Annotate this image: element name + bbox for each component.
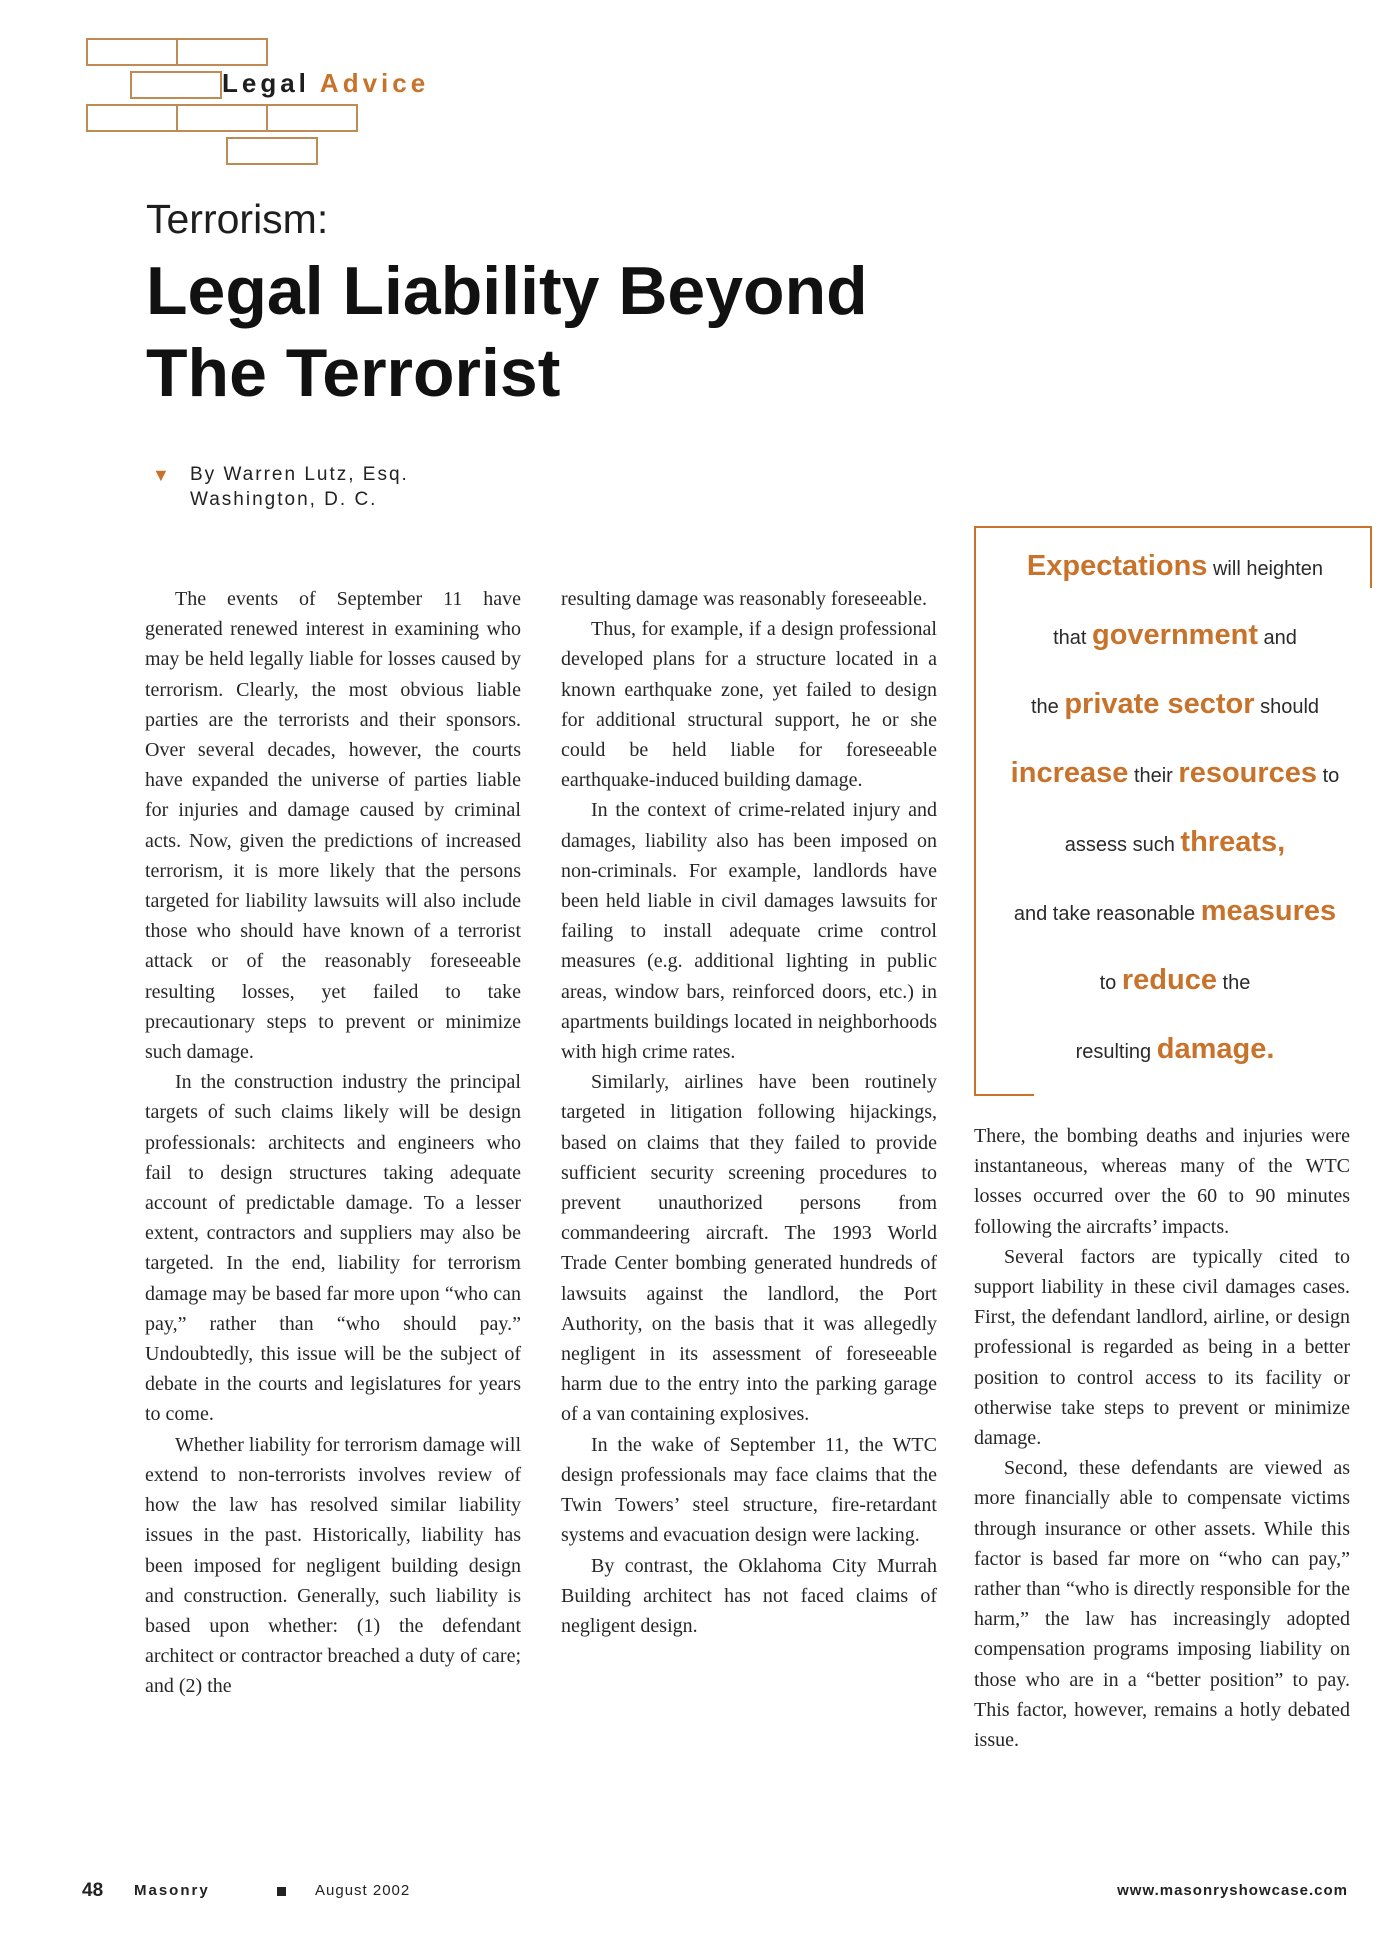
- pull-quote-line: [976, 826, 1374, 859]
- pull-quote-text: will heighten: [1212, 558, 1324, 580]
- triangle-down-icon: ▼: [152, 465, 172, 485]
- pull-quote-text: the: [1222, 972, 1251, 994]
- paragraph: Several factors are typically cited to support liability in these civil damages cases. First, the defendant landlord, airline, or design professional is regarded as being in a better position to control access to its facility or otherwise take steps to prevent or minimize damage.: [974, 1245, 1350, 1450]
- paragraph: Second, these defendants are viewed as more financially able to compensate victims through insurance or other assets. While this factor is based far more on “who can pay,” rather than “who is directly responsible for the harm,” the law has increasingly adopted compensation programs imposing liability on those who are in a “better position” to pay. This factor, however, remains a hotly debated issue.: [974, 1457, 1350, 1752]
- pull-quote-text: should: [1260, 696, 1320, 718]
- pull-quote-rule: [976, 1094, 1034, 1096]
- pull-quote-text: resulting: [1075, 1041, 1152, 1063]
- pull-quote-text: that: [1053, 627, 1087, 649]
- pull-quote-line: [976, 964, 1374, 997]
- pull-quote-highlight: Expectations: [1026, 550, 1208, 582]
- website-url: www.masonryshowcase.com: [1117, 1882, 1348, 1899]
- brick: [86, 104, 178, 132]
- brick: [176, 104, 268, 132]
- pull-quote: [974, 526, 1372, 1096]
- byline-author: By Warren Lutz, Esq.: [190, 464, 409, 485]
- paragraph: There, the bombing deaths and injuries were instantaneous, whereas many of the WTC losses occurred over the 60 to 90 minutes following the aircrafts’ impacts.: [974, 1125, 1350, 1238]
- pull-quote-line: [976, 757, 1374, 790]
- pull-quote-highlight: damage.: [1156, 1033, 1275, 1065]
- pull-quote-line: [976, 619, 1374, 652]
- brick: [226, 137, 318, 165]
- pull-quote-line: [976, 895, 1374, 928]
- paragraph: In the construction industry the principal targets of such claims likely will be design professionals: architects and engineers who fail to design structures taking adequate account of predictable damage. To a lesser extent, contractors and suppliers may also be targeted. In the end, liability for terrorism damage may be based far more upon “who can pay,” rather than “who should pay.” Undoubtedly, this issue will be the subject of debate in the courts and legislatures for years to come.: [145, 1071, 521, 1426]
- pull-quote-text: their: [1133, 765, 1173, 787]
- brick: [86, 38, 178, 66]
- section-word-legal: Legal: [222, 68, 310, 98]
- page-number: 48: [82, 1880, 104, 1901]
- brick: [130, 71, 222, 99]
- pull-quote-text: to: [1322, 765, 1340, 787]
- pull-quote-text: to: [1099, 972, 1117, 994]
- paragraph: Similarly, airlines have been routinely targeted in litigation following hijackings, based on claims that they failed to provide sufficient security screening procedures to prevent unauthorized persons from commandeering aircraft. The 1993 World Trade Center bombing generated hundreds of lawsuits against the landlord, the Port Authority, on the basis that it was allegedly negligent in its assessment of foreseeable harm due to the entry into the parking garage of a van containing explosives.: [561, 1071, 937, 1426]
- issue-date: August 2002: [315, 1882, 411, 1899]
- brick: [266, 104, 358, 132]
- pull-quote-line: [976, 550, 1374, 583]
- pull-quote-line: [976, 1033, 1374, 1066]
- body-column-2: [561, 584, 937, 1641]
- magazine-name: Masonry: [134, 1882, 210, 1899]
- byline-location: Washington, D. C.: [190, 489, 378, 510]
- paragraph: By contrast, the Oklahoma City Murrah Building architect has not faced claims of negligent design.: [561, 1554, 937, 1637]
- pull-quote-line: [976, 688, 1374, 721]
- byline: [152, 462, 409, 512]
- body-column-1: [145, 584, 521, 1702]
- pull-quote-text: and: [1263, 627, 1297, 649]
- section-kicker: [222, 68, 429, 99]
- pull-quote-highlight: resources: [1178, 757, 1318, 789]
- paragraph: Whether liability for terrorism damage will extend to non-terrorists involves review of how the law has resolved similar liability issues in the past. Historically, liability has been imposed for negligent building design and construction. Generally, such liability is based upon whether: (1) the defendant architect or contractor breached a duty of care; and (2) the: [145, 1433, 521, 1698]
- pull-quote-highlight: threats,: [1180, 826, 1286, 858]
- section-word-advice: Advice: [319, 68, 430, 98]
- brick: [176, 38, 268, 66]
- pull-quote-highlight: government: [1092, 619, 1258, 651]
- pull-quote-text: the: [1030, 696, 1059, 718]
- pull-quote-highlight: private sector: [1064, 688, 1255, 720]
- article-subtitle: Terrorism:: [146, 196, 329, 242]
- paragraph: Thus, for example, if a design professional developed plans for a structure located in a known earthquake zone, yet failed to design for additional structural support, he or she could be held liable for foreseeable earthquake-induced building damage.: [561, 618, 937, 792]
- paragraph: resulting damage was reasonably foreseeable.: [561, 588, 927, 610]
- article-title: [146, 250, 1046, 414]
- title-line: The Terrorist: [146, 335, 561, 411]
- pull-quote-highlight: reduce: [1121, 964, 1217, 996]
- body-column-3: [974, 1121, 1350, 1755]
- square-bullet-icon: [277, 1887, 286, 1896]
- pull-quote-text: and take reasonable: [1013, 903, 1196, 925]
- paragraph: In the wake of September 11, the WTC design professionals may face claims that the Twin Towers’ steel structure, fire-retardant systems and evacuation design were lacking.: [561, 1433, 937, 1547]
- pull-quote-text: assess such: [1064, 834, 1175, 856]
- page-footer: [0, 1880, 1398, 1910]
- pull-quote-highlight: measures: [1200, 895, 1337, 927]
- paragraph: The events of September 11 have generated renewed interest in examining who may be held legally liable for losses caused by terrorism. Clearly, the most obvious liable parties are the terrorists and their sponsors. Over several decades, however, the courts have expanded the universe of parties liable for injuries and damage caused by criminal acts. Now, given the predictions of increased terrorism, it is more likely that the persons targeted for liability lawsuits will also include those who should have known of a terrorist attack or of the reasonably foreseeable resulting losses, yet failed to take precautionary steps to prevent or minimize such damage.: [145, 588, 521, 1064]
- pull-quote-highlight: increase: [1010, 757, 1129, 789]
- title-line: Legal Liability Beyond: [146, 253, 868, 329]
- paragraph: In the context of crime-related injury and damages, liability also has been imposed on non-criminals. For example, landlords have been held liable in civil damages lawsuits for failing to install adequate crime control measures (e.g. additional lighting in public areas, window bars, reinforced doors, etc.) in apartments buildings located in neighborhoods with high crime rates.: [561, 799, 937, 1064]
